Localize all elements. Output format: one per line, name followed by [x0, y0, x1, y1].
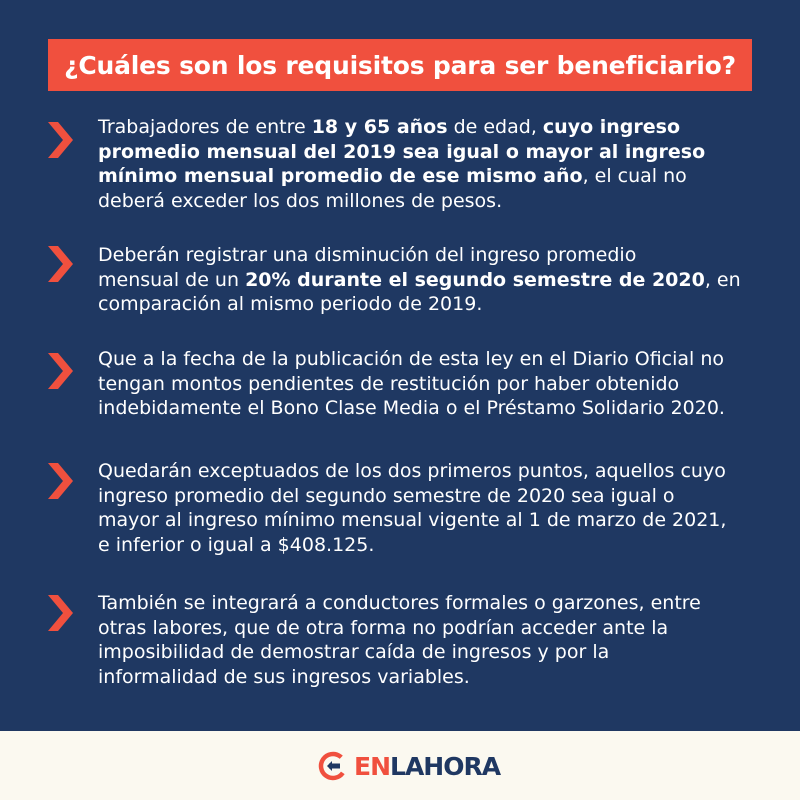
- body-text: Que a la fecha de la publicación de esta ley en el Diario Oficial no: [98, 348, 725, 370]
- requirement-line: [98, 372, 758, 397]
- chevron-right-icon: [44, 119, 76, 161]
- body-text: tengan montos pendientes de restitución por haber obtenido: [98, 372, 680, 395]
- footer: [0, 731, 800, 800]
- requirement-line: [98, 640, 758, 665]
- requirement-line: [98, 508, 758, 533]
- requirement-line: [98, 292, 758, 317]
- body-text: Deberán registrar una disminución del ingreso promedio: [98, 244, 637, 266]
- body-text: e inferior o igual a $408.125.: [98, 533, 375, 556]
- body-text: indebidamente el Bono Clase Media o el Préstamo Solidario 2020.: [98, 397, 725, 419]
- body-text: ingreso promedio del segundo semestre de 2020 sea igual o: [98, 484, 675, 507]
- body-text: comparación al mismo periodo de 2019.: [98, 293, 483, 315]
- body-text: otras labores, que de otra forma no podrían acceder ante la: [98, 616, 669, 639]
- requirement-line: [98, 533, 758, 558]
- requirement-text: [98, 347, 758, 421]
- body-text: , en: [704, 268, 741, 291]
- chevron-right-icon: [44, 243, 76, 285]
- body-text: informalidad de sus ingresos variables.: [98, 665, 470, 688]
- requirement-line: [98, 396, 758, 421]
- body-text: mayor al ingreso mínimo mensual vigente al 1 de marzo de 2021,: [98, 509, 727, 531]
- title-banner: [48, 39, 752, 91]
- body-text: de edad,: [447, 116, 543, 138]
- emphasis-text: 20% durante el segundo semestre de 2020: [245, 268, 705, 291]
- chevron-right-icon: [44, 460, 76, 502]
- requirement-line: [98, 484, 758, 509]
- body-text: deberá exceder los dos millones de pesos.: [98, 189, 503, 212]
- requirement-line: [98, 140, 758, 165]
- chevron-right-icon: [44, 350, 76, 392]
- body-text: imposibilidad de demostrar caída de ingresos y por la: [98, 641, 610, 663]
- requirement-line: [98, 189, 758, 214]
- emphasis-text: 18 y 65 años: [311, 116, 448, 138]
- requirement-line: [98, 665, 758, 690]
- logo-text-en: EN: [354, 751, 391, 781]
- requirement-line: [98, 459, 758, 484]
- page-title: ¿Cuáles son los requisitos para ser beneficiario?: [64, 50, 736, 80]
- requirement-line: [98, 115, 758, 140]
- body-text: Trabajadores de entre: [98, 116, 312, 138]
- body-text: También se integrará a conductores formales o garzones, entre: [98, 592, 701, 614]
- requirement-line: [98, 243, 758, 268]
- requirement-text: [98, 115, 758, 213]
- requirement-text: [98, 459, 758, 557]
- body-text: , el cual no: [582, 165, 687, 187]
- emphasis-text: cuyo ingreso: [542, 116, 681, 138]
- en-la-hora-logo-icon: [318, 751, 348, 781]
- brand-logo[interactable]: [318, 749, 500, 783]
- logo-text-lahora: LAHORA: [390, 751, 501, 781]
- requirement-line: [98, 347, 758, 372]
- chevron-right-icon: [44, 592, 76, 634]
- requirement-text: [98, 591, 758, 689]
- requirement-line: [98, 616, 758, 641]
- requirement-line: [98, 164, 758, 189]
- emphasis-text: mínimo mensual promedio de ese mismo año: [98, 165, 583, 187]
- requirement-text: [98, 243, 758, 317]
- body-text: Quedarán exceptuados de los dos primeros puntos, aquellos cuyo: [98, 460, 726, 482]
- body-text: mensual de un: [98, 268, 246, 291]
- requirement-line: [98, 268, 758, 293]
- requirement-line: [98, 591, 758, 616]
- emphasis-text: promedio mensual del 2019 sea igual o mayor al ingreso: [98, 140, 706, 163]
